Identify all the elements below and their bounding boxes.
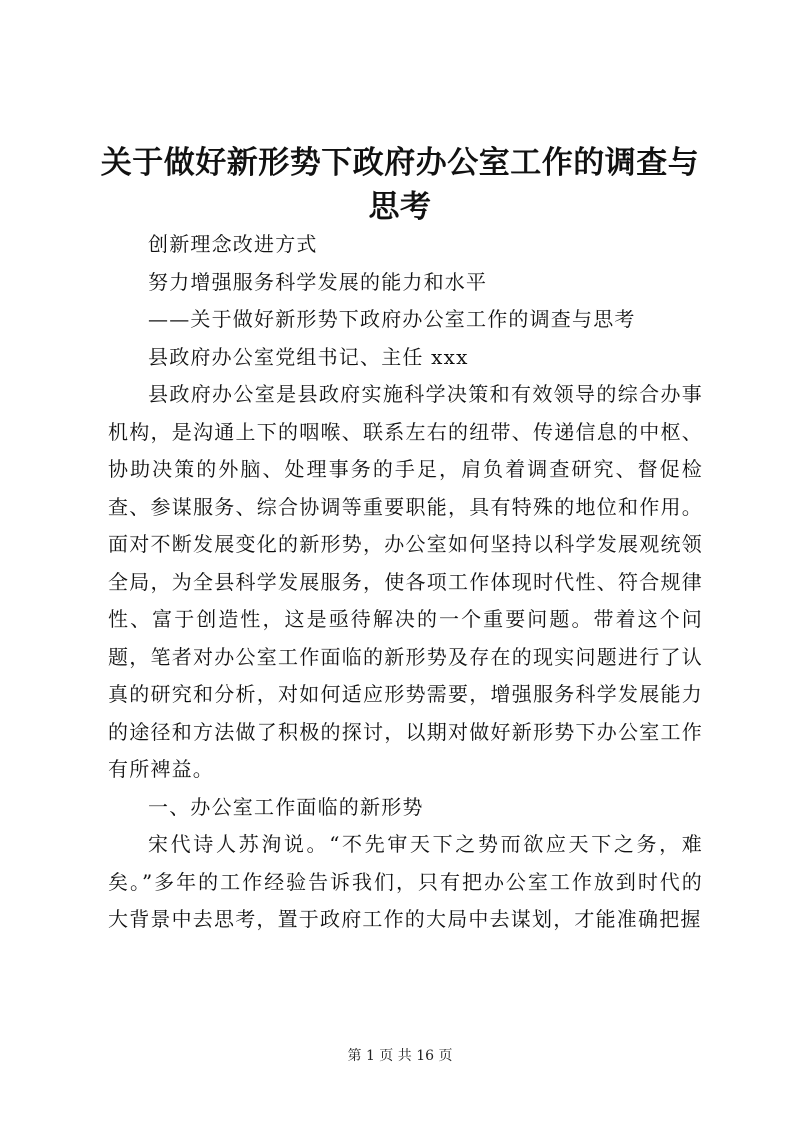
intro-paragraph: 县政府办公室是县政府实施科学决策和有效领导的综合办事机构，是沟通上下的咽喉、联系左右的纽带、传递信息的中枢、协助决策的外脑、处理事务的手足，肩负着调查研究、督促检查、参谋服务、综合协调等重要职能，具有特殊的地位和作用。面对不断发展变化的新形势，办公室如何坚持以科学发展观统领全局，为全县科学发展服务，使各项工作体现时代性、符合规律性、富于创造性，这是亟待解决的一个重要问题。带着这个问题，笔者对办公室工作面临的新形势及存在的现实问题进行了认真的研究和分析，对如何适应形势需要，增强服务科学发展能力的途径和方法做了积极的探讨，以期对做好新形势下办公室工作有所裨益。 xyxy=(108,382,703,781)
subtitle-line-2: 努力增强服务科学发展的能力和水平 xyxy=(148,269,488,294)
section-heading: 一、办公室工作面临的新形势 xyxy=(148,794,424,819)
document-title: 关于做好新形势下政府办公室工作的调查与思考 xyxy=(100,145,700,225)
document-body xyxy=(108,226,703,939)
section-paragraph: 宋代诗人苏洵说。“不先审天下之势而欲应天下之务，难矣。”多年的工作经验告诉我们，只有把办公室工作放到时代的大背景中去思考，置于政府工作的大局中去谋划，才能准确把握 xyxy=(108,832,703,931)
page-footer: 第 1 页 共 16 页 xyxy=(347,1048,453,1064)
subtitle-line-3: ——关于做好新形势下政府办公室工作的调查与思考 xyxy=(148,307,636,331)
author-line: 县政府办公室党组书记、主任 xxx xyxy=(148,344,469,369)
subtitle-line-1: 创新理念改进方式 xyxy=(148,232,318,256)
